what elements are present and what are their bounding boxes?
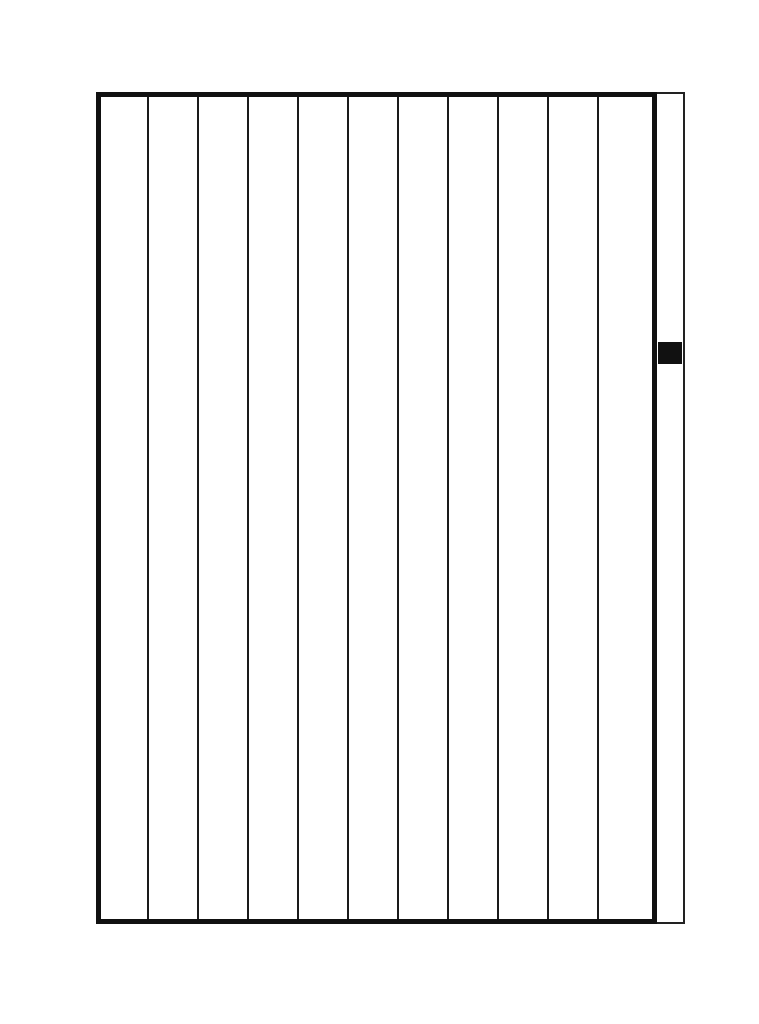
text-column-11 [108, 111, 148, 905]
fishtail-ornament-icon [658, 342, 682, 364]
text-column-10 [158, 111, 198, 905]
text-column-3 [508, 111, 548, 905]
page-margin-strip [657, 92, 685, 924]
text-column-6 [358, 111, 398, 905]
text-column-1 [608, 111, 648, 905]
text-column-2 [558, 111, 598, 905]
text-block-frame [96, 92, 657, 924]
text-column-4 [458, 111, 498, 905]
text-column-5 [408, 111, 448, 905]
text-column-9 [208, 111, 248, 905]
text-column-7 [308, 111, 348, 905]
text-column-8 [258, 111, 298, 905]
